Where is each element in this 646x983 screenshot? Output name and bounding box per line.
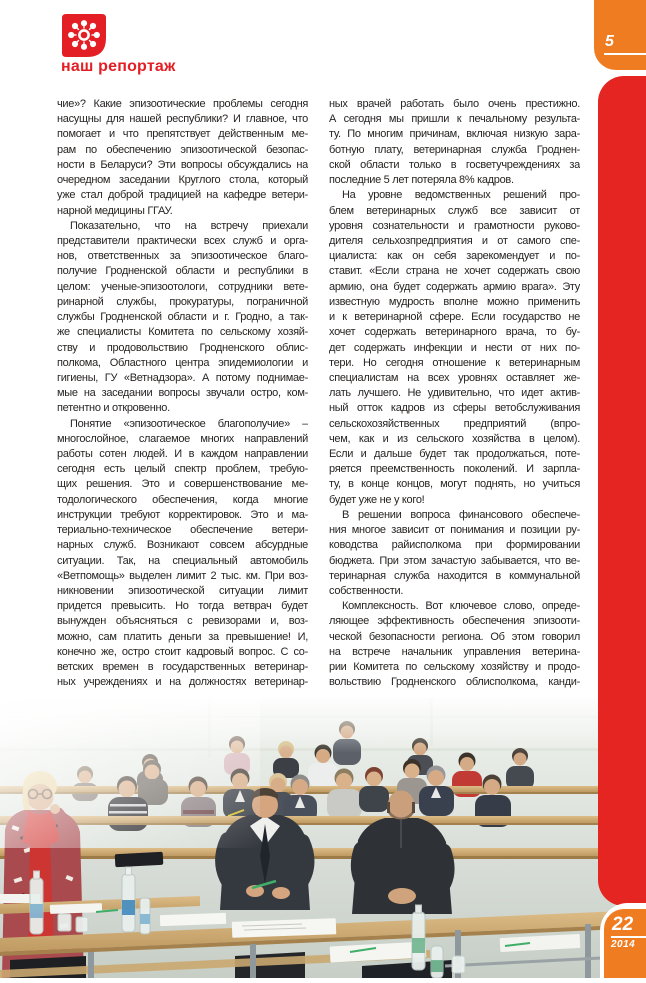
- text-line: ния многое зависит от понимания и позиции ру-: [329, 524, 580, 537]
- text-line: собственности.: [329, 585, 404, 597]
- text-line: ности в Беларуси? Эти вопросы обсуждались на: [57, 158, 308, 171]
- text-line: придется превысить. Но тогда ветврач будет: [57, 600, 308, 613]
- text-line: А сегодня мы пришли к печальному результа-: [329, 113, 580, 126]
- issue-number: 22: [612, 914, 634, 935]
- text-line: очередном заседании Круглого стола, который: [57, 174, 308, 187]
- text-line: Понятие «эпизоотическое благополучие» –: [70, 417, 308, 430]
- text-line: никновении эпизоотической ситуации лимит: [57, 585, 308, 597]
- text-line: нов, ответственных за эпизоотическое благо-: [57, 250, 308, 263]
- text-line: тери. Но сегодня отношение к ветеринарным: [329, 356, 580, 369]
- text-line: Если и дальше будет так продолжаться, поте-: [329, 448, 580, 461]
- text-line: чем, как и из сельского хозяйства в целом).: [329, 432, 580, 445]
- text-line: дителя сельхозпредприятия и от самого спе-: [329, 234, 580, 247]
- article-column-2: [329, 97, 580, 691]
- text-line: вольствию Гродненского облисполкома, канди-: [329, 676, 580, 689]
- text-line: Комплексность. Вот ключевое слово, опреде-: [342, 600, 580, 613]
- text-line: ству и продовольствию Гродненского облис-: [57, 341, 308, 354]
- text-line: инструкции требуют корректировок. Это и ма-: [57, 508, 308, 521]
- red-side-bar: [598, 76, 646, 906]
- text-line: представители практически всех служб и орга-: [57, 234, 308, 247]
- text-line: уровня сознательности и грамотности руково-: [329, 219, 580, 232]
- text-line: армию, она будет содержать армию врага». Эту: [329, 280, 580, 293]
- text-line: чие»? Какие эпизоотические проблемы сегодня: [57, 98, 308, 110]
- text-line: бюджета. При этом зачастую забывается, что ве-: [329, 554, 580, 567]
- text-line: ный отток кадров из сферы ветобслуживания: [329, 402, 580, 415]
- text-line: ту, в конце концов, могут поднять, но учиться: [329, 478, 580, 491]
- page-number-tab-top: [594, 0, 646, 70]
- text-line: ской области только в госветучреждениях за: [329, 158, 580, 171]
- text-line: дет содержать инфекции и нести от них по-: [329, 341, 580, 354]
- text-line: Показательно, что на встречу приехали: [70, 219, 308, 232]
- text-line: ринарной службы, прокуратуры, пограничной: [57, 295, 308, 308]
- text-line: конечно же, остро стоит кадровый вопрос. С со-: [57, 645, 308, 658]
- text-line: ческой безопасности региона. Об этом говорил: [329, 630, 580, 643]
- text-line: сельскохозяйственных предприятий (впро-: [329, 417, 580, 430]
- text-line: нарной медицины ГГАУ.: [57, 204, 173, 217]
- text-line: известную мудрость вполне можно применить: [329, 295, 580, 308]
- text-line: петентно и откровенно.: [57, 402, 170, 415]
- text-line: же специалисты Комитета по сельскому хозяй-: [57, 326, 308, 339]
- text-line: целом: ученые-эпизоотологи, сотрудники вете-: [57, 280, 308, 293]
- text-line: рам по обеспечению эпизоотической безопас-: [57, 143, 308, 156]
- text-line: ководства райисполкома при формировании: [329, 539, 580, 552]
- text-line: нарных служб. Возникают совсем абсурдные: [57, 539, 308, 552]
- text-line: циалиста: как он себя зарекомендует и по-: [329, 250, 580, 263]
- text-line: ставит. «Если страна не хочет содержать свою: [329, 265, 580, 278]
- text-line: тодологического обеспечения, когда многие: [57, 493, 308, 506]
- text-line: В решении вопроса финансового обеспече-: [342, 508, 580, 521]
- text-line: сегодня есть целый спектр проблем, требую-: [57, 463, 308, 476]
- text-line: можно, сам платить деньги за превышение! И,: [57, 630, 308, 643]
- text-line: последние 5 лет потеряла 8% кадров.: [329, 174, 514, 187]
- section-label: наш репортаж: [61, 58, 176, 75]
- text-line: вынужден объясняться с ревизорами и, воз-: [57, 615, 308, 628]
- text-line: териально-техническое обеспечение ветери-: [57, 524, 308, 537]
- page-number-top: 5: [605, 33, 614, 50]
- text-line: уже стал доброй традицией на кафедре ветери-: [57, 189, 308, 202]
- text-line: полкома, Областного центра эпидемиологии и: [57, 356, 308, 369]
- text-line: ситуации. Так, на специальный автомобиль: [57, 554, 308, 567]
- text-line: на встрече начальник управления ветерина-: [329, 645, 580, 658]
- text-line: хочет содержать ветеринарного врача, то бу-: [329, 326, 580, 339]
- conference-photo: [0, 698, 646, 978]
- conference-photo-graphic: [0, 698, 646, 978]
- text-line: ботную плату, ветеринарная служба Гроднен-: [329, 143, 580, 156]
- text-line: мые на заседании вопросы звучали остро, ком-: [57, 387, 308, 400]
- flower-logo-icon: [62, 14, 106, 58]
- text-line: «Ветпомощь» выделен лимит 2 тыс. км. При воз-: [57, 569, 308, 582]
- text-line: многослойное, слагаемое многих направлений: [57, 432, 308, 445]
- text-line: получие Гродненской области и республики в: [57, 265, 308, 278]
- tab-divider-line: [611, 936, 646, 938]
- text-line: работы сотен людей. И в каждом направлении: [57, 448, 308, 461]
- text-line: ветских времен в государственных ветеринар-: [57, 661, 308, 674]
- text-line: службы Гродненской области и г. Гродно, а так-: [57, 311, 308, 324]
- text-line: ту. По многим причинам, включая низкую зара-: [329, 128, 580, 141]
- text-line: ляющее эффективность обеспечения эпизооти-: [329, 615, 580, 628]
- text-line: теринарная служба находится в коммунальной: [329, 569, 580, 582]
- text-line: рии Комитета по сельскому хозяйству и продо-: [329, 661, 580, 674]
- issue-tab-bottom: [604, 909, 646, 978]
- text-line: блем ветеринарных служб все зависит от: [329, 204, 580, 217]
- article-column-1: [57, 97, 308, 691]
- issue-year: 2014: [611, 939, 636, 950]
- text-line: На уровне ведомственных решений про-: [342, 189, 580, 202]
- magazine-logo: [62, 14, 106, 58]
- text-line: специалистам на всех уровнях оставляет же-: [329, 371, 580, 384]
- text-line: помогает и что препятствует действенным ме-: [57, 128, 308, 141]
- text-line: щих решения. Это и совершенствование ме-: [57, 478, 308, 491]
- text-line: насущны для нашей республики? И главное, что: [57, 113, 308, 126]
- text-line: гигиены, ГУ «Ветнадзора». А потому поднимае-: [57, 371, 308, 384]
- tab-divider-line: [604, 53, 646, 55]
- text-line: лать лучшего. Не удивительно, что идет актив-: [329, 387, 580, 400]
- text-line: и к ветеринарной сфере. Если государство не: [329, 311, 580, 324]
- text-line: ных врачей работать было очень престижно.: [329, 98, 580, 110]
- text-line: будет уже не у кого!: [329, 493, 425, 506]
- text-line: ных учреждениях и на должностях ветеринар-: [57, 676, 308, 689]
- text-line: ряется преемственность поколений. И зарпла-: [329, 463, 580, 476]
